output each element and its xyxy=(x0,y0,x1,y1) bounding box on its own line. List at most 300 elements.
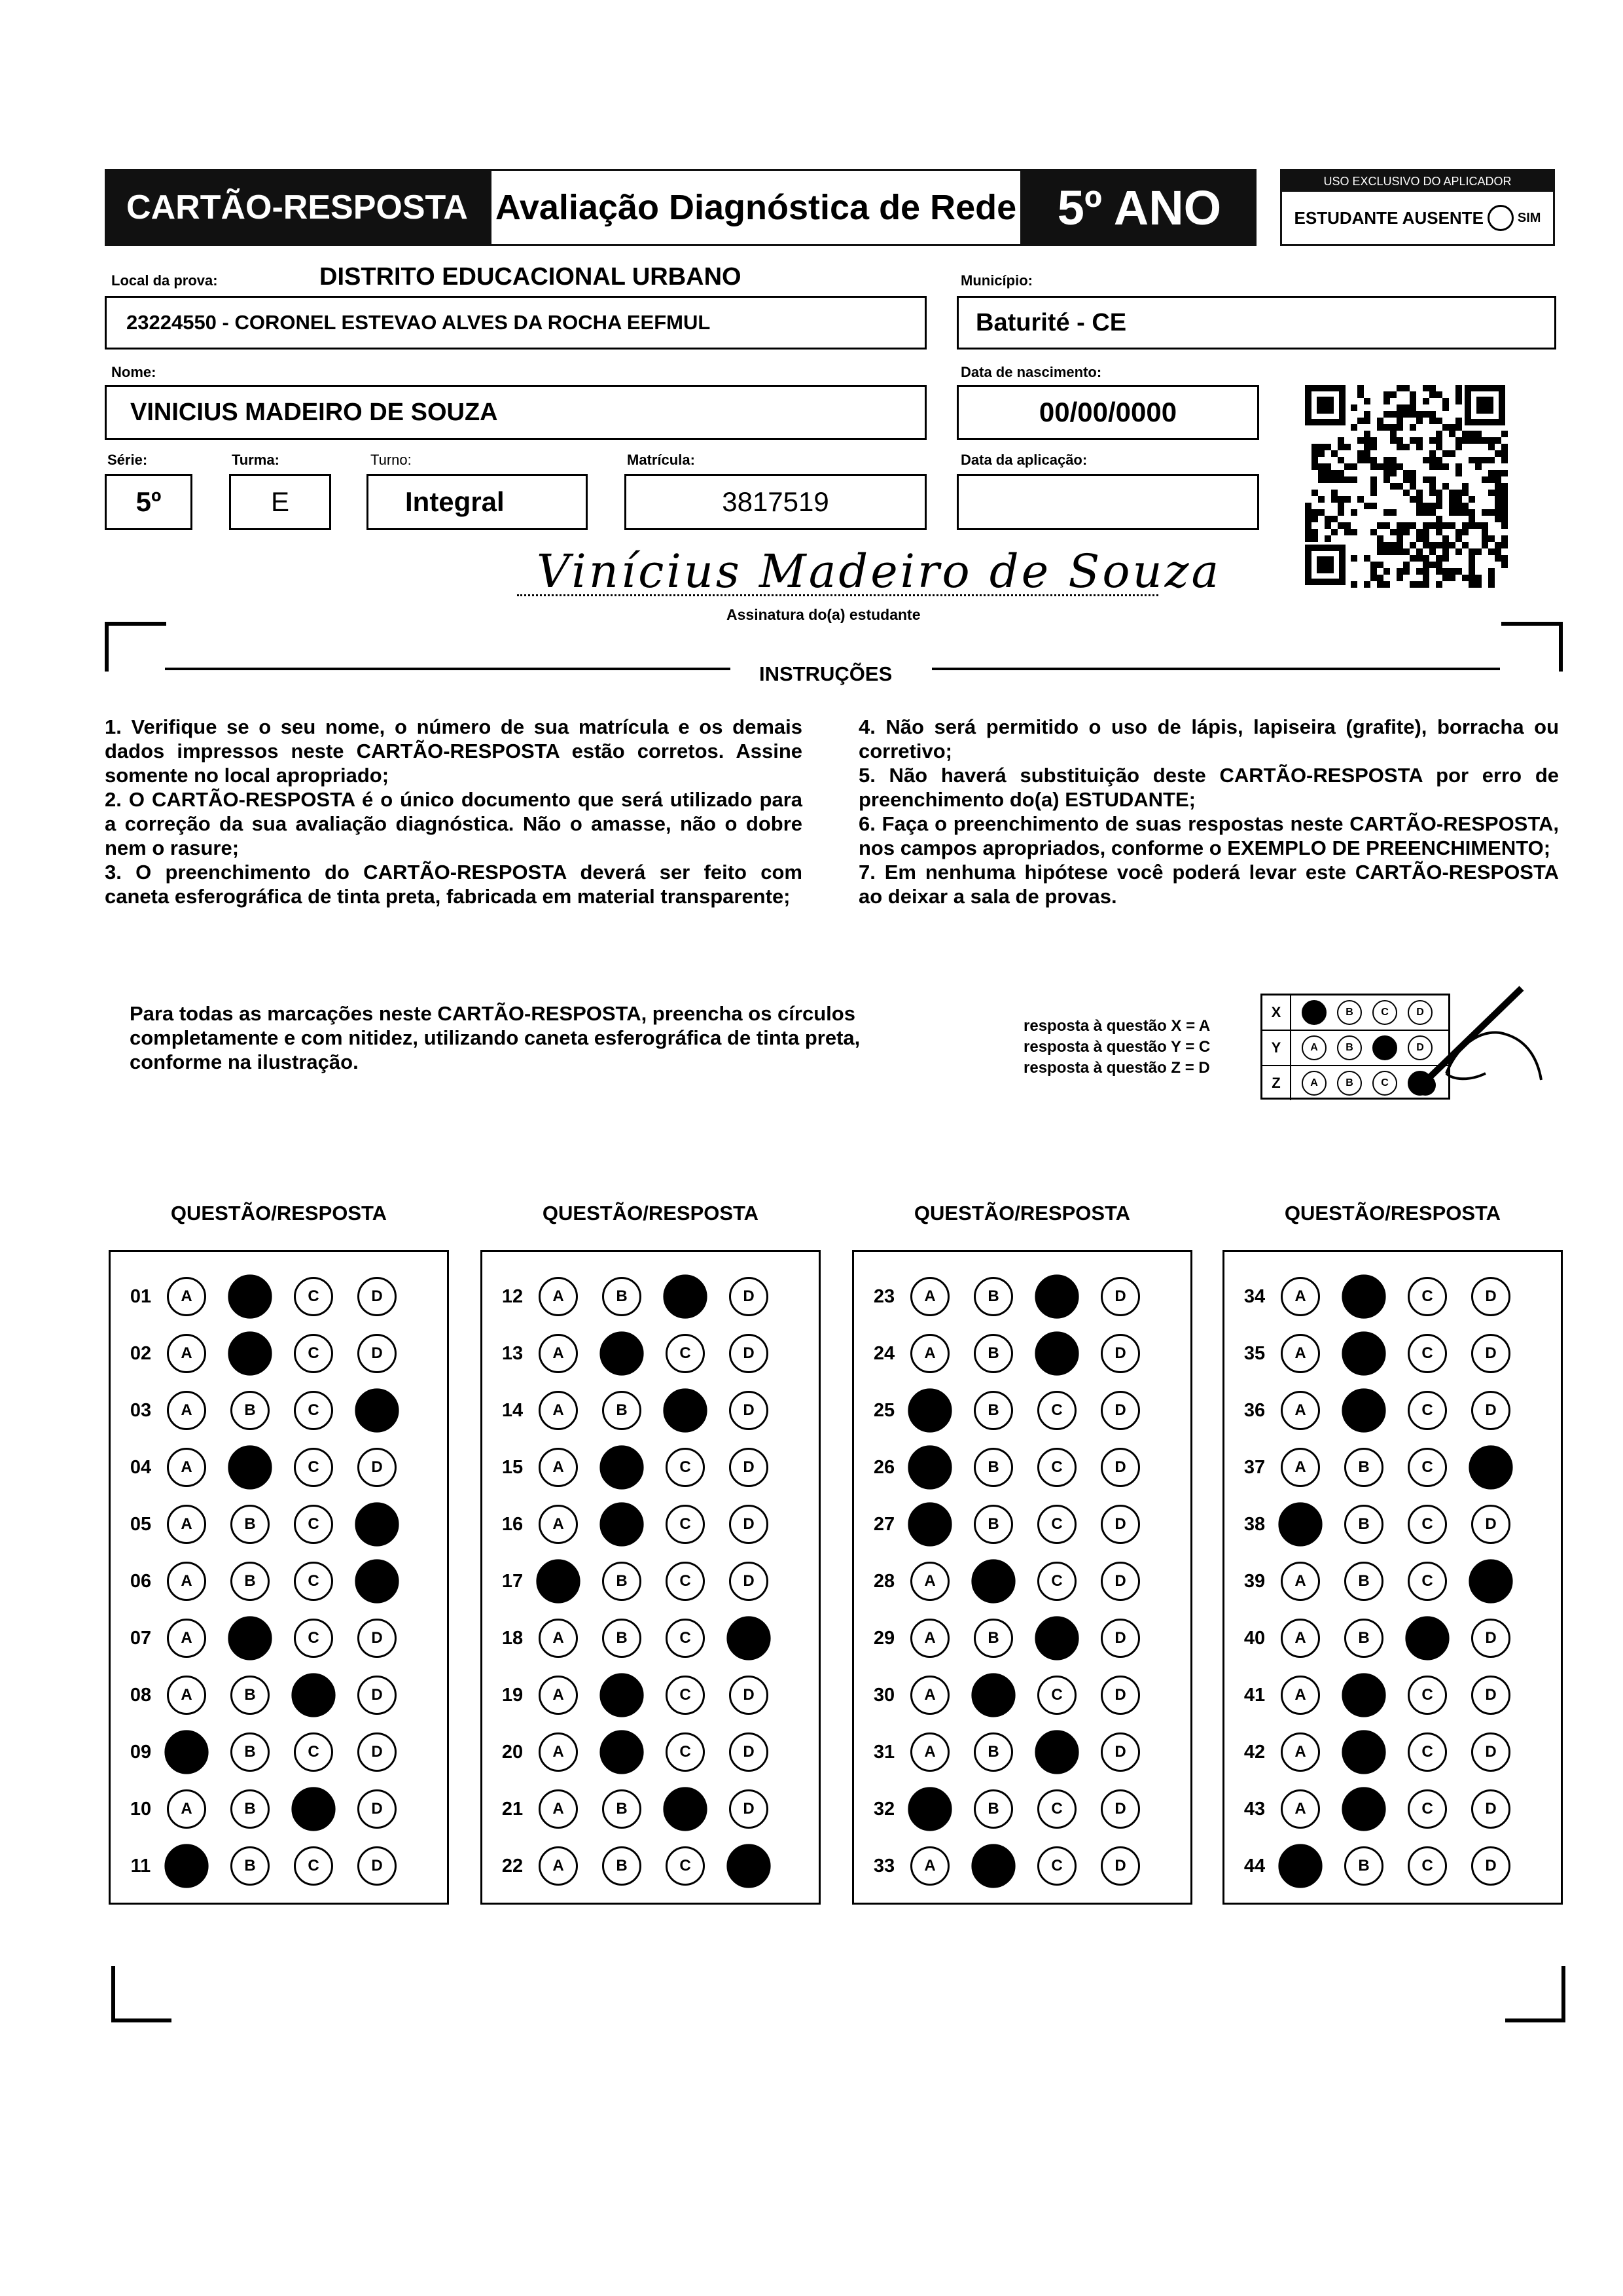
qr-module xyxy=(1364,457,1370,463)
answer-bubble-b[interactable]: B xyxy=(1342,1787,1385,1831)
answer-bubble-a[interactable]: A xyxy=(1281,1789,1320,1829)
answer-bubble-d[interactable]: D xyxy=(726,1844,770,1888)
qr-module xyxy=(1495,496,1501,503)
qr-module xyxy=(1383,463,1390,470)
question-row xyxy=(854,1846,1164,1886)
answer-bubble-d[interactable]: D xyxy=(1471,1391,1510,1430)
answer-bubble-a[interactable]: A xyxy=(1278,1844,1322,1888)
answer-bubble-d[interactable]: D xyxy=(355,1559,399,1603)
applicator-box xyxy=(1280,169,1555,246)
qr-module xyxy=(1370,490,1377,496)
answer-bubble-a[interactable]: A xyxy=(539,1277,578,1316)
qr-module xyxy=(1423,509,1429,516)
qr-module xyxy=(1410,581,1416,588)
question-row xyxy=(1224,1391,1535,1430)
answer-bubble-d[interactable]: D xyxy=(726,1616,770,1660)
answer-bubble-c[interactable]: C xyxy=(666,1676,705,1715)
answer-bubble-d[interactable]: D xyxy=(1101,1732,1140,1772)
answer-bubble-a[interactable]: A xyxy=(908,1502,952,1546)
qr-module xyxy=(1482,522,1488,529)
qr-module xyxy=(1357,450,1364,457)
answer-bubble-b[interactable]: B xyxy=(971,1559,1015,1603)
answer-bubble-a[interactable]: A xyxy=(167,1789,206,1829)
grade-label-text: 5º ANO xyxy=(1057,180,1222,235)
answer-bubble-a[interactable]: A xyxy=(908,1445,952,1489)
column-title: QUESTÃO/RESPOSTA xyxy=(542,1202,759,1225)
qr-module xyxy=(1488,535,1495,542)
answer-bubble-a[interactable]: A xyxy=(1278,1502,1322,1546)
answer-bubble-b[interactable]: B xyxy=(602,1846,641,1886)
answer-bubble-b[interactable]: B xyxy=(228,1331,272,1375)
question-number: 32 xyxy=(873,1798,895,1820)
answer-bubble-b[interactable]: B xyxy=(971,1844,1015,1888)
qr-module xyxy=(1423,542,1429,548)
question-number: 18 xyxy=(501,1627,524,1649)
answer-bubble-b[interactable]: B xyxy=(974,1789,1013,1829)
question-number: 06 xyxy=(130,1570,152,1592)
answer-bubble-a[interactable]: A xyxy=(167,1562,206,1601)
question-row xyxy=(854,1391,1164,1430)
answer-bubble-b[interactable]: B xyxy=(599,1730,643,1774)
answer-bubble-c[interactable]: C xyxy=(1035,1616,1079,1660)
qr-module xyxy=(1397,522,1403,529)
answer-bubble-c[interactable]: C xyxy=(1408,1334,1447,1373)
answer-bubble-d[interactable]: D xyxy=(355,1388,399,1432)
question-row xyxy=(482,1676,793,1715)
answer-bubble-d[interactable]: D xyxy=(1101,1562,1140,1601)
qr-module xyxy=(1370,568,1377,575)
nome-value: VINICIUS MADEIRO DE SOUZA xyxy=(130,398,498,426)
qr-module xyxy=(1501,431,1508,437)
answer-bubble-b[interactable]: B xyxy=(1342,1274,1385,1318)
answer-bubble-d[interactable]: D xyxy=(357,1846,397,1886)
answer-bubble-a[interactable]: A xyxy=(539,1846,578,1886)
qr-module xyxy=(1397,418,1403,424)
answer-bubble-d[interactable]: D xyxy=(1471,1789,1510,1829)
qr-module xyxy=(1462,483,1469,490)
answer-bubble-d[interactable]: D xyxy=(1469,1445,1512,1489)
answer-bubble-c[interactable]: C xyxy=(1408,1277,1447,1316)
question-row xyxy=(482,1846,793,1886)
qr-module xyxy=(1436,581,1442,588)
answer-bubble-c[interactable]: C xyxy=(1037,1676,1077,1715)
answer-bubble-d[interactable]: D xyxy=(1101,1619,1140,1658)
qr-module xyxy=(1482,542,1488,548)
answer-bubble-c[interactable]: C xyxy=(1408,1732,1447,1772)
answer-bubble-a[interactable]: A xyxy=(539,1505,578,1544)
answer-bubble-c[interactable]: C xyxy=(1037,1505,1077,1544)
answer-bubble-a[interactable]: A xyxy=(167,1448,206,1487)
answer-bubble-c[interactable]: C xyxy=(294,1391,333,1430)
answer-bubble-d[interactable]: D xyxy=(1471,1334,1510,1373)
answer-bubble-d[interactable]: D xyxy=(1101,1448,1140,1487)
answer-bubble-d[interactable]: D xyxy=(1101,1676,1140,1715)
answer-bubble-b[interactable]: B xyxy=(228,1274,272,1318)
answer-bubble-a[interactable]: A xyxy=(167,1277,206,1316)
qr-module xyxy=(1416,418,1423,424)
answer-bubble-d[interactable]: D xyxy=(1471,1277,1510,1316)
answer-bubble-d[interactable]: D xyxy=(1469,1559,1512,1603)
answer-bubble-b[interactable]: B xyxy=(602,1789,641,1829)
question-number: 08 xyxy=(130,1684,152,1706)
question-row xyxy=(1224,1448,1535,1487)
answer-bubble-d[interactable]: D xyxy=(1101,1334,1140,1373)
qr-module xyxy=(1436,490,1442,496)
answer-bubble-a[interactable]: A xyxy=(167,1334,206,1373)
signature: Vinícius Madeiro de Souza xyxy=(537,545,1222,598)
answer-bubble-c[interactable]: C xyxy=(291,1787,335,1831)
example-bubble-a: A xyxy=(1302,1035,1327,1060)
question-number: 44 xyxy=(1243,1855,1266,1876)
qr-module xyxy=(1377,542,1383,548)
qr-module xyxy=(1383,522,1390,529)
qr-module xyxy=(1495,490,1501,496)
answer-bubble-c[interactable]: C xyxy=(663,1274,707,1318)
answer-bubble-d[interactable]: D xyxy=(357,1676,397,1715)
answer-bubble-b[interactable]: B xyxy=(1342,1388,1385,1432)
qr-module xyxy=(1429,548,1436,555)
answer-bubble-c[interactable]: C xyxy=(663,1388,707,1432)
answer-bubble-c[interactable]: C xyxy=(1408,1562,1447,1601)
qr-module xyxy=(1488,568,1495,575)
answer-bubble-d[interactable]: D xyxy=(1101,1505,1140,1544)
qr-module xyxy=(1325,476,1331,483)
answer-bubble-a[interactable]: A xyxy=(167,1391,206,1430)
answer-bubble-b[interactable]: B xyxy=(230,1505,270,1544)
answer-bubble-a[interactable]: A xyxy=(1281,1562,1320,1601)
answer-bubble-b[interactable]: B xyxy=(599,1502,643,1546)
qr-module xyxy=(1423,581,1429,588)
answer-bubble-d[interactable]: D xyxy=(729,1334,768,1373)
answer-bubble-a[interactable]: A xyxy=(539,1448,578,1487)
answer-bubble-c[interactable]: C xyxy=(294,1562,333,1601)
qr-module xyxy=(1495,450,1501,457)
answer-bubble-a[interactable]: A xyxy=(539,1334,578,1373)
answer-bubble-b[interactable]: B xyxy=(602,1562,641,1601)
qr-module xyxy=(1311,509,1318,516)
answer-bubble-b[interactable]: B xyxy=(974,1505,1013,1544)
qr-module xyxy=(1495,542,1501,548)
answer-bubble-d[interactable]: D xyxy=(1471,1732,1510,1772)
answer-bubble-a[interactable]: A xyxy=(167,1619,206,1658)
qr-module xyxy=(1469,568,1475,575)
answer-bubble-b[interactable]: B xyxy=(599,1673,643,1717)
absent-checkbox[interactable] xyxy=(1488,205,1514,231)
answer-bubble-d[interactable]: D xyxy=(357,1334,397,1373)
answer-bubble-a[interactable]: A xyxy=(1281,1334,1320,1373)
answer-bubble-b[interactable]: B xyxy=(230,1391,270,1430)
qr-module xyxy=(1305,516,1311,522)
answer-bubble-d[interactable]: D xyxy=(729,1505,768,1544)
answer-bubble-a[interactable]: A xyxy=(167,1676,206,1715)
answer-bubble-d[interactable]: D xyxy=(1101,1789,1140,1829)
answer-bubble-d[interactable]: D xyxy=(729,1448,768,1487)
qr-module xyxy=(1455,391,1462,398)
answer-bubble-c[interactable]: C xyxy=(1408,1448,1447,1487)
answer-bubble-a[interactable]: A xyxy=(908,1388,952,1432)
answer-bubble-c[interactable]: C xyxy=(666,1846,705,1886)
answer-bubble-c[interactable]: C xyxy=(1408,1505,1447,1544)
answer-bubble-d[interactable]: D xyxy=(1471,1505,1510,1544)
qr-module xyxy=(1442,522,1449,529)
qr-module xyxy=(1488,457,1495,463)
answer-bubble-b[interactable]: B xyxy=(1344,1619,1383,1658)
answer-bubble-d[interactable]: D xyxy=(357,1619,397,1658)
answer-bubble-d[interactable]: D xyxy=(1471,1619,1510,1658)
qr-module xyxy=(1442,575,1449,581)
answer-bubble-b[interactable]: B xyxy=(974,1277,1013,1316)
answer-bubble-c[interactable]: C xyxy=(294,1448,333,1487)
question-number: 34 xyxy=(1243,1285,1266,1307)
qr-module xyxy=(1436,391,1442,398)
answer-bubble-d[interactable]: D xyxy=(729,1277,768,1316)
qr-module xyxy=(1325,463,1331,470)
qr-module xyxy=(1397,444,1403,450)
nascimento-value: 00/00/0000 xyxy=(1039,397,1177,427)
instruction-6: 6. Faça o preenchimento de suas respostas neste CARTÃO-RESPOSTA, nos campos apropriados, conforme o EXEMPLO DE PREENCHIMENTO; xyxy=(859,812,1559,859)
qr-module xyxy=(1423,503,1429,509)
answer-bubble-c[interactable]: C xyxy=(294,1846,333,1886)
answer-bubble-a[interactable]: A xyxy=(1281,1391,1320,1430)
answer-bubble-c[interactable]: C xyxy=(1035,1730,1079,1774)
answer-bubble-c[interactable]: C xyxy=(666,1732,705,1772)
question-row xyxy=(111,1562,421,1601)
qr-module xyxy=(1325,444,1331,450)
answer-bubble-d[interactable]: D xyxy=(357,1448,397,1487)
answer-bubble-b[interactable]: B xyxy=(230,1732,270,1772)
example-bubble-d: D xyxy=(1408,1000,1433,1025)
question-number: 24 xyxy=(873,1342,895,1364)
answer-bubble-c[interactable]: C xyxy=(1037,1391,1077,1430)
question-number: 28 xyxy=(873,1570,895,1592)
qr-module xyxy=(1429,385,1436,391)
qr-module xyxy=(1416,555,1423,562)
answer-bubble-d[interactable]: D xyxy=(729,1732,768,1772)
answer-bubble-a[interactable]: A xyxy=(539,1676,578,1715)
answer-bubble-b[interactable]: B xyxy=(974,1391,1013,1430)
question-row xyxy=(854,1732,1164,1772)
answer-bubble-a[interactable]: A xyxy=(539,1619,578,1658)
answer-bubble-b[interactable]: B xyxy=(1344,1505,1383,1544)
answer-bubble-b[interactable]: B xyxy=(1344,1562,1383,1601)
answer-bubble-b[interactable]: B xyxy=(599,1331,643,1375)
answer-bubble-b[interactable]: B xyxy=(1342,1331,1385,1375)
answer-bubble-c[interactable]: C xyxy=(666,1619,705,1658)
answer-bubble-c[interactable]: C xyxy=(1408,1391,1447,1430)
answer-bubble-c[interactable]: C xyxy=(1035,1331,1079,1375)
qr-module xyxy=(1344,463,1351,470)
qr-module xyxy=(1501,457,1508,463)
qr-module xyxy=(1325,470,1331,476)
answer-bubble-d[interactable]: D xyxy=(1101,1277,1140,1316)
answer-bubble-b[interactable]: B xyxy=(974,1619,1013,1658)
qr-module xyxy=(1462,431,1469,437)
answer-bubble-c[interactable]: C xyxy=(291,1673,335,1717)
qr-module xyxy=(1351,555,1357,562)
example-bubble-a: A xyxy=(1302,1071,1327,1096)
question-row xyxy=(854,1334,1164,1373)
answer-bubble-b[interactable]: B xyxy=(228,1445,272,1489)
qr-module xyxy=(1429,509,1436,516)
qr-module xyxy=(1455,529,1462,535)
qr-module xyxy=(1455,568,1462,575)
answer-bubble-a[interactable]: A xyxy=(910,1619,950,1658)
answer-bubble-a[interactable]: A xyxy=(164,1730,208,1774)
answer-bubble-a[interactable]: A xyxy=(536,1559,580,1603)
answer-bubble-b[interactable]: B xyxy=(599,1445,643,1489)
answer-bubble-a[interactable]: A xyxy=(539,1789,578,1829)
answer-bubble-a[interactable]: A xyxy=(539,1391,578,1430)
qr-module xyxy=(1488,470,1495,476)
answer-bubble-d[interactable]: D xyxy=(729,1676,768,1715)
qr-module xyxy=(1501,450,1508,457)
answer-bubble-a[interactable]: A xyxy=(910,1846,950,1886)
answer-bubble-d[interactable]: D xyxy=(355,1502,399,1546)
answer-bubble-a[interactable]: A xyxy=(539,1732,578,1772)
answer-bubble-b[interactable]: B xyxy=(230,1789,270,1829)
answer-bubble-d[interactable]: D xyxy=(729,1562,768,1601)
answer-bubble-a[interactable]: A xyxy=(1281,1277,1320,1316)
turma-label: Turma: xyxy=(232,452,279,468)
question-number: 13 xyxy=(501,1342,524,1364)
qr-module xyxy=(1383,398,1390,404)
answer-bubble-c[interactable]: C xyxy=(294,1619,333,1658)
answer-bubble-a[interactable]: A xyxy=(164,1844,208,1888)
answer-bubble-c[interactable]: C xyxy=(663,1787,707,1831)
answer-bubble-d[interactable]: D xyxy=(1471,1676,1510,1715)
answer-bubble-b[interactable]: B xyxy=(230,1676,270,1715)
qr-module xyxy=(1495,483,1501,490)
answer-bubble-c[interactable]: C xyxy=(1037,1789,1077,1829)
answer-bubble-d[interactable]: D xyxy=(729,1789,768,1829)
municipio-label: Município: xyxy=(961,272,1033,289)
answer-bubble-b[interactable]: B xyxy=(1344,1448,1383,1487)
answer-bubble-c[interactable]: C xyxy=(1037,1562,1077,1601)
answer-bubble-b[interactable]: B xyxy=(1344,1846,1383,1886)
answer-bubble-d[interactable]: D xyxy=(357,1732,397,1772)
qr-module xyxy=(1311,450,1318,457)
answer-bubble-d[interactable]: D xyxy=(357,1789,397,1829)
question-row xyxy=(482,1619,793,1658)
qr-module xyxy=(1325,522,1331,529)
question-number: 17 xyxy=(501,1570,524,1592)
answer-bubble-c[interactable]: C xyxy=(666,1505,705,1544)
answer-bubble-c[interactable]: C xyxy=(1037,1846,1077,1886)
answer-bubble-a[interactable]: A xyxy=(1281,1619,1320,1658)
qr-module xyxy=(1423,385,1429,391)
qr-module xyxy=(1410,483,1416,490)
answer-bubble-d[interactable]: D xyxy=(729,1391,768,1430)
answer-bubble-c[interactable]: C xyxy=(1408,1789,1447,1829)
qr-module xyxy=(1442,398,1449,404)
answer-bubble-a[interactable]: A xyxy=(910,1732,950,1772)
qr-module xyxy=(1475,463,1482,470)
answer-bubble-c[interactable]: C xyxy=(294,1505,333,1544)
qr-module xyxy=(1377,424,1383,431)
answer-bubble-b[interactable]: B xyxy=(1342,1730,1385,1774)
answer-bubble-c[interactable]: C xyxy=(294,1334,333,1373)
answer-bubble-c[interactable]: C xyxy=(1035,1274,1079,1318)
answer-bubble-b[interactable]: B xyxy=(230,1562,270,1601)
answer-bubble-c[interactable]: C xyxy=(1037,1448,1077,1487)
qr-module xyxy=(1370,457,1377,463)
serie-label: Série: xyxy=(107,452,148,468)
question-number: 39 xyxy=(1243,1570,1266,1592)
question-row xyxy=(111,1789,421,1829)
question-number: 05 xyxy=(130,1513,152,1535)
question-number: 27 xyxy=(873,1513,895,1535)
answer-bubble-a[interactable]: A xyxy=(910,1277,950,1316)
qr-module xyxy=(1410,470,1416,476)
question-row xyxy=(854,1505,1164,1544)
answer-bubble-c[interactable]: C xyxy=(294,1277,333,1316)
answer-bubble-a[interactable]: A xyxy=(167,1505,206,1544)
qr-module xyxy=(1482,535,1488,542)
answer-bubble-b[interactable]: B xyxy=(602,1619,641,1658)
answer-bubble-c[interactable]: C xyxy=(1408,1846,1447,1886)
answer-bubble-c[interactable]: C xyxy=(1405,1616,1449,1660)
question-row xyxy=(1224,1334,1535,1373)
answer-bubble-c[interactable]: C xyxy=(666,1448,705,1487)
qr-module xyxy=(1475,431,1482,437)
answer-bubble-a[interactable]: A xyxy=(1281,1676,1320,1715)
answer-bubble-d[interactable]: D xyxy=(1101,1846,1140,1886)
answer-bubble-a[interactable]: A xyxy=(1281,1448,1320,1487)
answer-bubble-d[interactable]: D xyxy=(1101,1391,1140,1430)
answer-bubble-b[interactable]: B xyxy=(228,1616,272,1660)
answer-bubble-b[interactable]: B xyxy=(1342,1673,1385,1717)
answer-bubble-a[interactable]: A xyxy=(1281,1732,1320,1772)
answer-bubble-c[interactable]: C xyxy=(666,1334,705,1373)
qr-module xyxy=(1469,575,1475,581)
example-bubble-b: B xyxy=(1337,1035,1362,1060)
qr-module xyxy=(1495,476,1501,483)
answer-bubble-c[interactable]: C xyxy=(294,1732,333,1772)
qr-module xyxy=(1364,418,1370,424)
answer-bubble-b[interactable]: B xyxy=(602,1277,641,1316)
column-title: QUESTÃO/RESPOSTA xyxy=(914,1202,1131,1225)
answer-bubble-b[interactable]: B xyxy=(974,1334,1013,1373)
qr-module xyxy=(1501,503,1508,509)
answer-bubble-b[interactable]: B xyxy=(230,1846,270,1886)
question-row xyxy=(111,1619,421,1658)
answer-bubble-c[interactable]: C xyxy=(666,1562,705,1601)
answer-bubble-a[interactable]: A xyxy=(908,1787,952,1831)
answer-bubble-b[interactable]: B xyxy=(974,1448,1013,1487)
qr-module xyxy=(1383,424,1390,431)
answer-bubble-c[interactable]: C xyxy=(1408,1676,1447,1715)
qr-module xyxy=(1331,450,1338,457)
qr-module xyxy=(1501,555,1508,562)
answer-bubble-b[interactable]: B xyxy=(971,1673,1015,1717)
qr-module xyxy=(1383,568,1390,575)
answer-bubble-a[interactable]: A xyxy=(910,1334,950,1373)
answer-bubble-a[interactable]: A xyxy=(910,1562,950,1601)
qr-module xyxy=(1436,555,1442,562)
answer-bubble-a[interactable]: A xyxy=(910,1676,950,1715)
qr-module xyxy=(1501,483,1508,490)
answer-bubble-d[interactable]: D xyxy=(357,1277,397,1316)
qr-module xyxy=(1397,529,1403,535)
qr-module xyxy=(1488,575,1495,581)
qr-module xyxy=(1357,385,1364,391)
answer-bubble-b[interactable]: B xyxy=(602,1391,641,1430)
qr-module xyxy=(1364,450,1370,457)
answer-bubble-b[interactable]: B xyxy=(974,1732,1013,1772)
answer-bubble-d[interactable]: D xyxy=(1471,1846,1510,1886)
qr-module xyxy=(1344,444,1351,450)
qr-module xyxy=(1338,503,1344,509)
